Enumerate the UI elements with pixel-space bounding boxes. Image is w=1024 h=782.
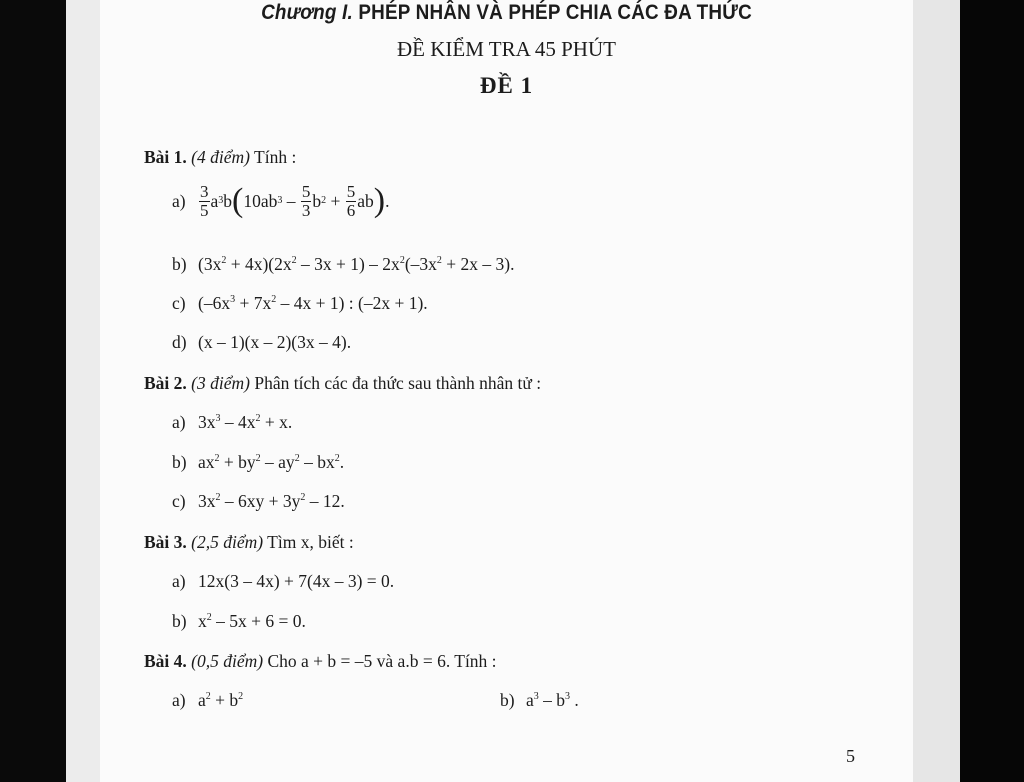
bai1-d-label: d) (172, 332, 187, 352)
left-black-border (0, 0, 66, 782)
bai2-label: Bài 2. (144, 373, 187, 393)
page-number: 5 (846, 746, 855, 766)
bai1-c: c) $(-6x^3 + 7x^2 - 4x + 1)$ : (–2x + 1). (172, 293, 428, 313)
right-page-margin (913, 0, 960, 782)
bai4-heading (144, 651, 497, 672)
bai1-label: Bài 1. (144, 147, 187, 167)
bai1-text: Tính : (254, 147, 297, 167)
document-page (100, 0, 913, 782)
bai1-a-label: a) (172, 190, 186, 211)
bai2-b: b) $ax^2 + by^2 - ay^2 - bx^2$. (172, 452, 345, 472)
bai2-a-label: a) (172, 412, 186, 432)
fraction-5-6: $\frac{5}{6}$ (346, 181, 356, 220)
bai3-b: b) $x^2 - 5x + 6 = 0$. (172, 611, 306, 631)
bai2-heading (144, 373, 541, 394)
bai1-d: d) (x – 1)(x – 2)(3x – 4). (172, 332, 352, 352)
left-page-margin (66, 0, 100, 782)
fraction-5-3: $\frac{5}{3}$ (301, 181, 311, 220)
bai3-label: Bài 3. (144, 532, 187, 552)
bai3-a-label: a) (172, 571, 186, 591)
bai2-c-label: c) (172, 491, 186, 511)
bai4-points: (0,5 điểm) (191, 651, 264, 671)
bai1-heading (144, 147, 296, 168)
chapter-title: PHÉP NHÂN VÀ PHÉP CHIA CÁC ĐA THỨC (358, 1, 752, 24)
bai4-a: a) $a^2 + b^2$ (172, 690, 244, 710)
bai4-b: b) $a^3 - b^3$ . (500, 690, 579, 710)
bai2-text: Phân tích các đa thức sau thành nhân tử : (254, 373, 542, 393)
bai4-label: Bài 4. (144, 651, 187, 671)
bai1-c-label: c) (172, 293, 186, 313)
bai2-points: (3 điểm) (191, 373, 250, 393)
bai4-b-label: b) (500, 690, 515, 710)
chapter-heading (141, 1, 873, 25)
bai2-b-label: b) (172, 452, 187, 472)
exam-subtitle: ĐỀ KIỂM TRA 45 PHÚT (397, 37, 616, 61)
bai1-points: (4 điểm) (191, 147, 250, 167)
bai1-b: b) $(3x^2 + 4x)(2x^2 - 3x + 1) - 2x^2(-3x^2 + 2x - 3)$. (172, 254, 515, 274)
bai1-a: a) $\frac{3}{5}$ a 3 b ( 10ab 3 – $\frac{5}{3}$ b 2 + $\frac{5}{6}$ ab ) . (172, 181, 390, 220)
bai3-points: (2,5 điểm) (191, 532, 264, 552)
bai3-a: a) 12x(3 – 4x) + 7(4x – 3) = 0. (172, 571, 395, 591)
bai3-heading (144, 532, 354, 553)
right-black-border (960, 0, 1024, 782)
bai3-text: Tìm x, biết : (267, 532, 354, 552)
bai2-a: a) $3x^3 - 4x^2 + x$. (172, 412, 293, 432)
bai3-b-label: b) (172, 611, 187, 631)
bai4-a-label: a) (172, 690, 186, 710)
chapter-prefix: Chương I. (261, 1, 353, 24)
exam-number: ĐỀ 1 (479, 73, 534, 98)
bai2-c: c) $3x^2 - 6xy + 3y^2 - 12$. (172, 491, 345, 511)
fraction-3-5: $\frac{3}{5}$ (200, 181, 209, 220)
bai1-b-label: b) (172, 254, 187, 274)
bai4-text: Cho a + b = –5 và a.b = 6. Tính : (267, 651, 497, 671)
